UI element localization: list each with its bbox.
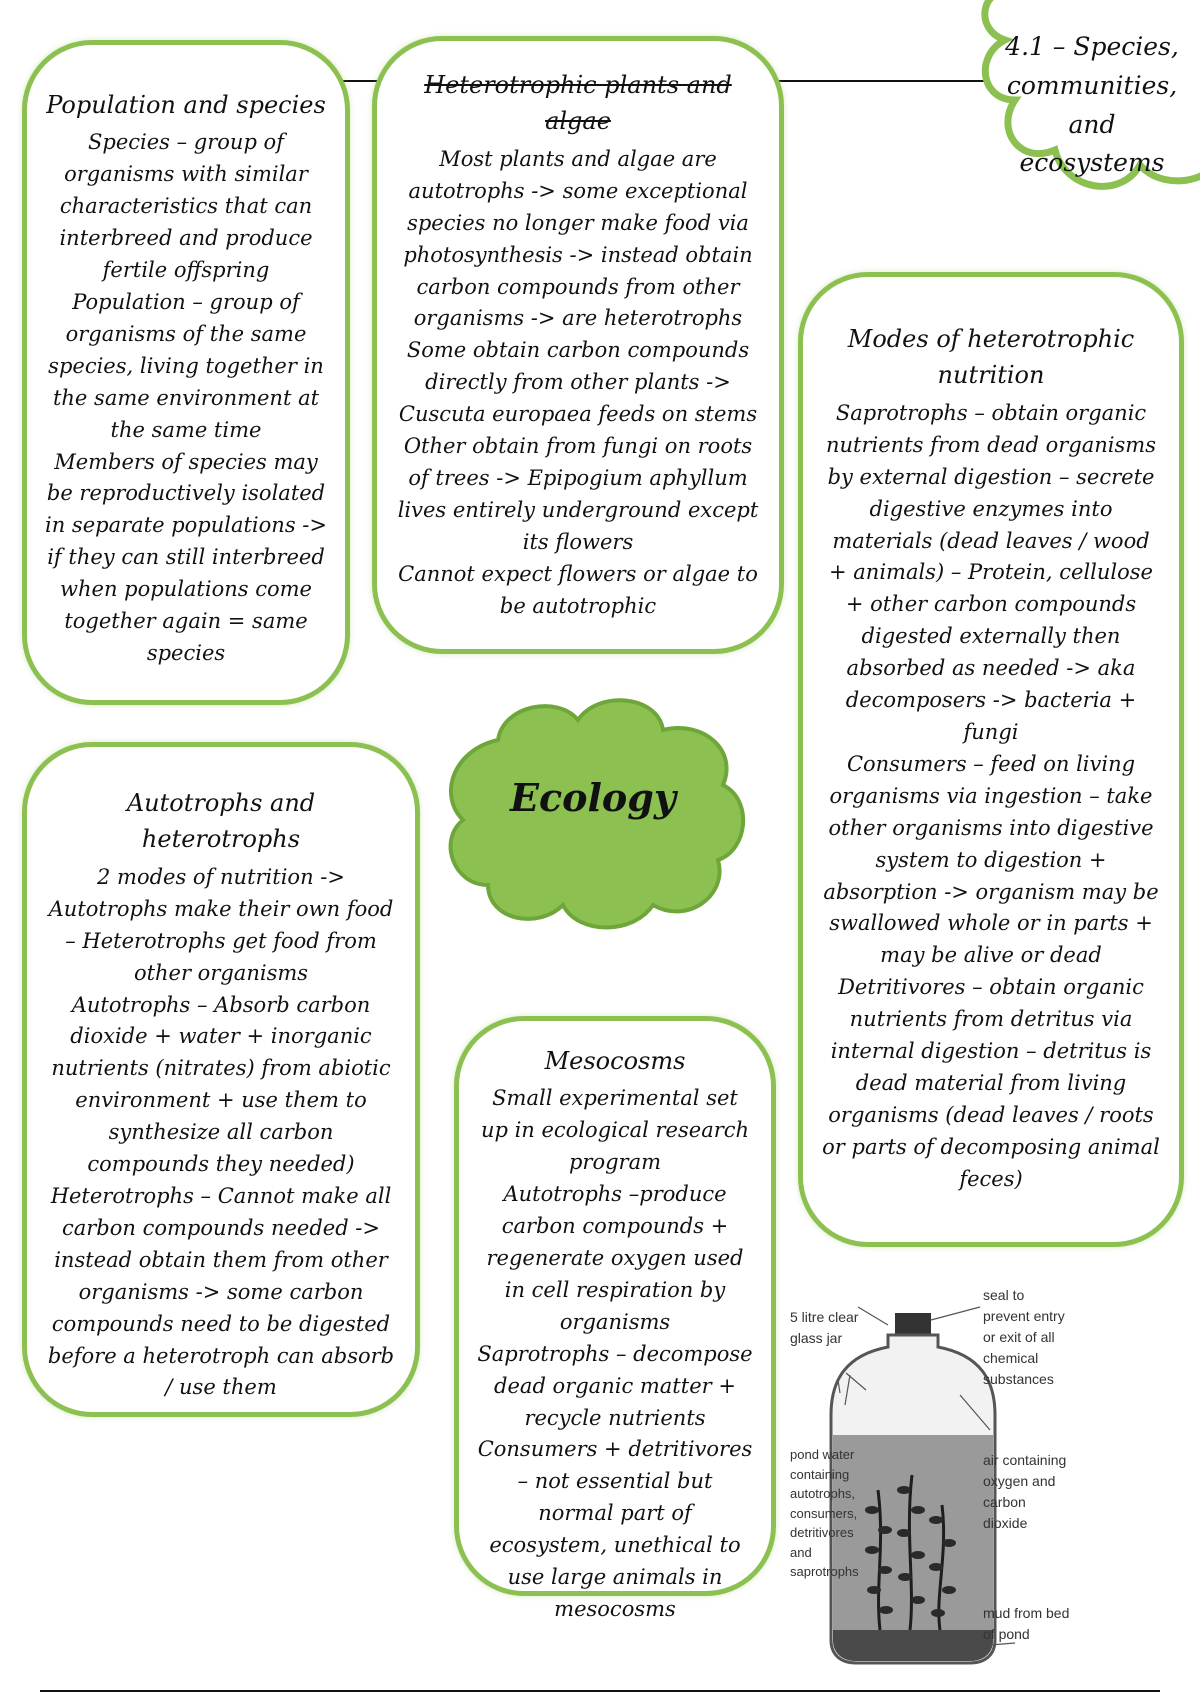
- title-line-2: communities, and: [1006, 70, 1178, 139]
- auto-autotrophs-text: Autotrophs – Absorb carbon dioxide + water + inorganic nutrients (nitrates) from abiotic environment + use them to synthesize all carbon compounds they needed): [51, 992, 391, 1177]
- meso-saprotrophs-text: Saprotrophs – decompose dead organic matter + recycle nutrients: [477, 1341, 753, 1430]
- auto-modes-text: 2 modes of nutrition -> Autotrophs make their own food – Heterotrophs get food from other organisms: [48, 864, 394, 985]
- modes-consumers-text: Consumers – feed on living organisms via ingestion – take other organisms into digestive system to digestion + absorption -> organism may be swallowed whole or in parts + may be alive or dead: [823, 751, 1159, 968]
- population-heading: Population and species: [46, 91, 326, 119]
- hetero-plants-card: [372, 36, 784, 654]
- bottom-rule: [40, 1690, 1160, 1692]
- mud-label: mud from bed of pond: [983, 1605, 1070, 1642]
- auto-heading: Autotrophs and heterotrophs: [126, 789, 316, 854]
- population-isolation-text: Members of species may be reproductively isolated in separate populations -> if they can still interbreed when populations come together again = same species: [45, 449, 327, 665]
- hetero-plants-text-1: Most plants and algae are autotrophs -> some exceptional species no longer make food via photosynthesis -> instead obtain carbon compounds from other organisms -> are heterotrophs: [403, 146, 753, 331]
- hetero-plants-text-3: Other obtain from fungi on roots of trees -> Epipogium aphyllum lives entirely underground except its flowers: [397, 434, 759, 554]
- population-species-text: Species – group of organisms with similar characteristics that can interbreed and produce fertile offspring: [59, 130, 313, 283]
- modes-card: [798, 272, 1184, 1247]
- modes-detritivores-text: Detritivores – obtain organic nutrients from detritus via internal digestion – detritus is dead material from living organisms (dead leaves / roots or parts of decomposing animal feces): [822, 975, 1160, 1191]
- hetero-plants-heading: Heterotrophic plants and algae: [424, 71, 732, 136]
- title-line-1: 4.1 – Species,: [1005, 32, 1179, 61]
- auto-card: [22, 742, 420, 1417]
- ecology-label: Ecology: [510, 775, 676, 820]
- meso-setup-text: Small experimental set up in ecological research program: [480, 1086, 750, 1175]
- modes-saprotrophs-text: Saprotrophs – obtain organic nutrients from dead organisms by external digestion – secrete digestive enzymes into materials (dead leaves / wood + animals) – Protein, cellulose + other carbon compounds digested externally then absorbed as needed -> aka decomposers -> bacteria + fungi: [826, 400, 1156, 744]
- title-line-3: ecosystems: [1019, 148, 1165, 178]
- meso-card: [454, 1016, 776, 1621]
- meso-heading: Mesocosms: [544, 1047, 686, 1075]
- hetero-plants-text-2: Some obtain carbon compounds directly from other plants -> Cuscuta europaea feeds on stems: [398, 338, 758, 427]
- meso-autotrophs-text: Autotrophs –produce carbon compounds + regenerate oxygen used in cell respiration by organisms: [486, 1182, 744, 1334]
- air-label: air containing oxygen and carbon dioxide: [983, 1452, 1067, 1531]
- population-definition-text: Population – group of organisms of the same species, living together in the same environment at the same time: [48, 290, 324, 442]
- mesocosm-diagram: [790, 1285, 1070, 1670]
- hetero-plants-text-4: Cannot expect flowers or algae to be autotrophic: [398, 561, 758, 618]
- population-card: [22, 40, 350, 705]
- pond-water-label: pond water containing autotrophs, consumers, detritivores and saprotrophs: [790, 1447, 859, 1579]
- page-title: [992, 28, 1192, 183]
- auto-heterotrophs-text: Heterotrophs – Cannot make all carbon compounds needed -> instead obtain them from other organisms -> some carbon compounds need to be digested before a heterotroph can absorb / use them: [47, 1184, 395, 1400]
- meso-consumers-text: Consumers + detritivores – not essential but normal part of ecosystem, unethical to use large animals in mesocosms: [477, 1437, 753, 1621]
- modes-heading: Modes of heterotrophic nutrition: [847, 325, 1135, 390]
- seal-label: seal to prevent entry or exit of all chemical substances: [983, 1287, 1065, 1387]
- jar-label: 5 litre clear glass jar: [790, 1309, 859, 1346]
